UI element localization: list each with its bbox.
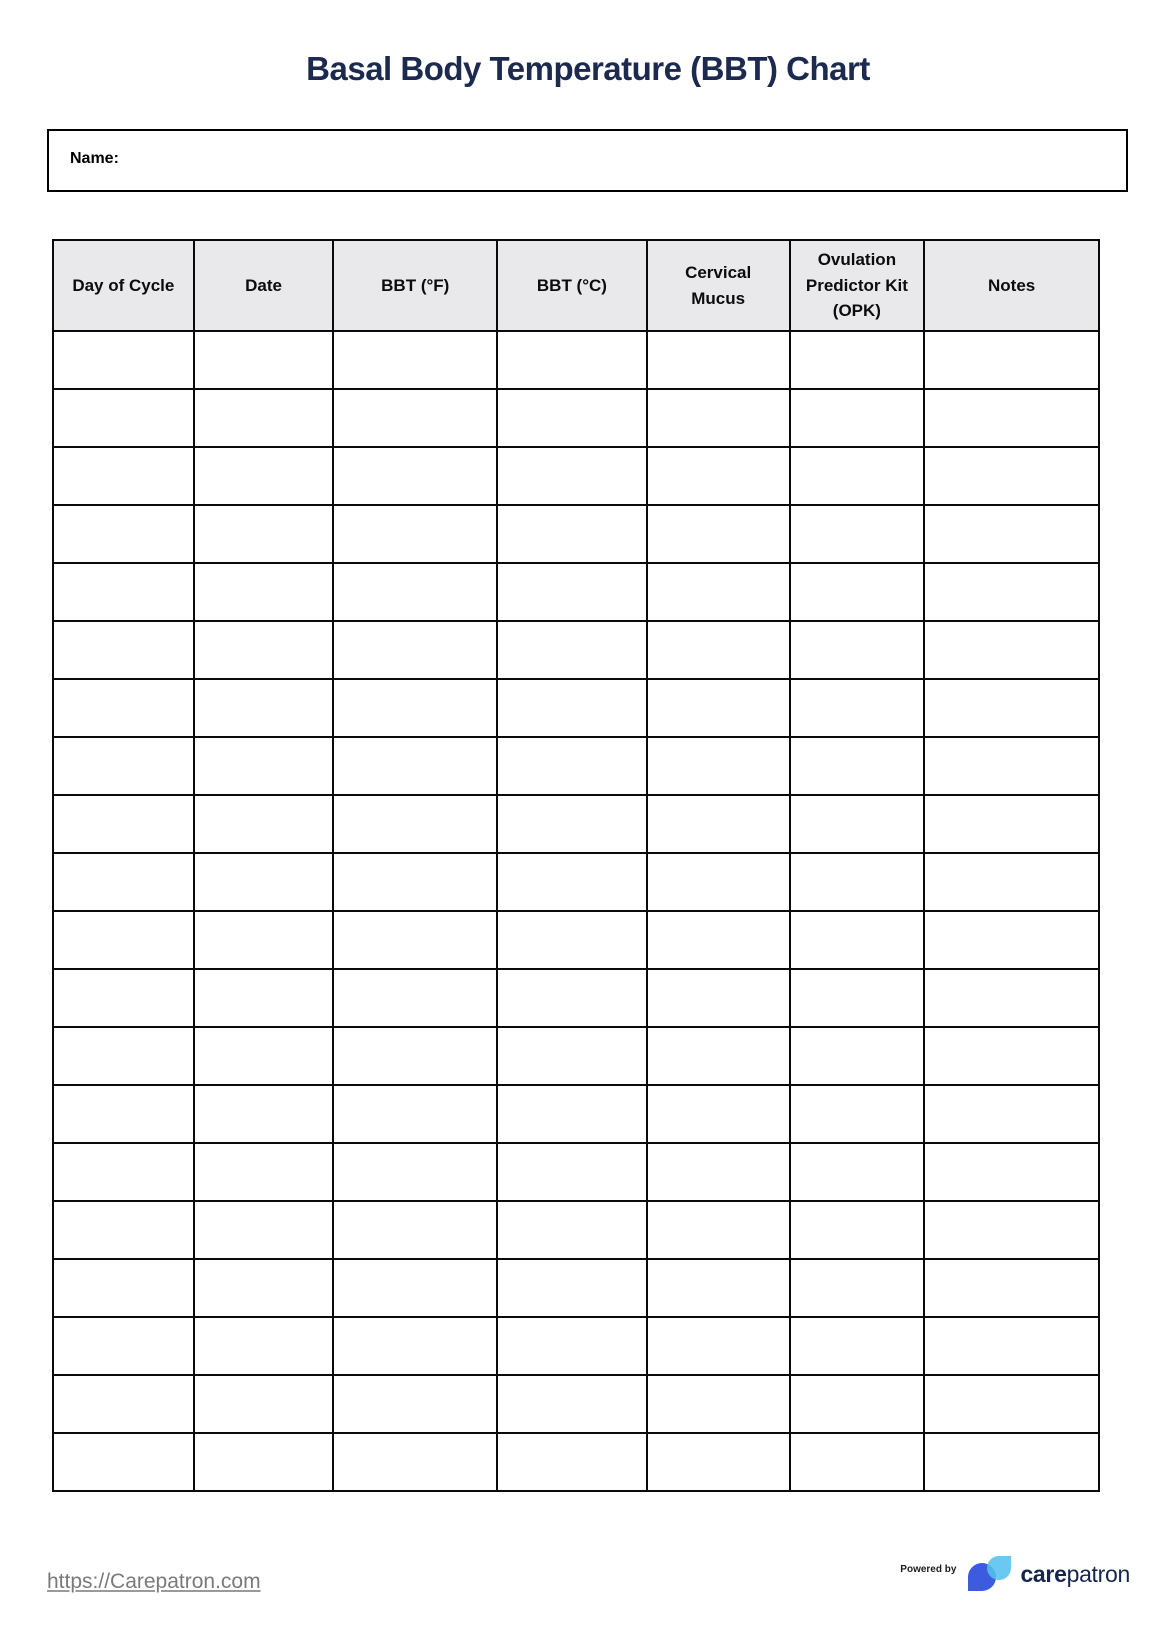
table-cell	[497, 1259, 647, 1317]
brand-wordmark-regular: patron	[1066, 1560, 1130, 1587]
table-cell	[790, 1259, 925, 1317]
table-cell	[333, 795, 497, 853]
table-cell	[924, 1201, 1099, 1259]
table-cell	[194, 1143, 334, 1201]
table-cell	[790, 505, 925, 563]
table-cell	[647, 1143, 790, 1201]
table-cell	[194, 1201, 334, 1259]
table-cell	[194, 563, 334, 621]
table-cell	[53, 1201, 194, 1259]
table-row	[53, 1027, 1099, 1085]
table-cell	[924, 1143, 1099, 1201]
table-cell	[647, 1085, 790, 1143]
table-cell	[53, 679, 194, 737]
table-cell	[53, 1027, 194, 1085]
column-header: Date	[194, 240, 334, 331]
table-cell	[924, 1085, 1099, 1143]
table-cell	[924, 1317, 1099, 1375]
table-cell	[924, 621, 1099, 679]
bbt-table	[52, 239, 1100, 1492]
footer	[47, 1556, 1130, 1594]
table-cell	[333, 1433, 497, 1491]
table-cell	[790, 795, 925, 853]
table-cell	[194, 389, 334, 447]
table-cell	[53, 563, 194, 621]
table-cell	[194, 1259, 334, 1317]
table-header-row	[53, 240, 1099, 331]
table-cell	[53, 621, 194, 679]
table-cell	[333, 969, 497, 1027]
table-cell	[333, 563, 497, 621]
table-header	[53, 240, 1099, 331]
table-cell	[924, 447, 1099, 505]
table-cell	[647, 563, 790, 621]
table-cell	[924, 1259, 1099, 1317]
table-cell	[497, 563, 647, 621]
table-cell	[194, 1433, 334, 1491]
table-cell	[194, 447, 334, 505]
table-row	[53, 795, 1099, 853]
table-cell	[194, 737, 334, 795]
table-cell	[924, 1027, 1099, 1085]
table-row	[53, 737, 1099, 795]
table-cell	[333, 911, 497, 969]
table-row	[53, 911, 1099, 969]
table-cell	[194, 1085, 334, 1143]
table-cell	[333, 1201, 497, 1259]
table-cell	[333, 505, 497, 563]
table-cell	[194, 795, 334, 853]
table-cell	[790, 331, 925, 389]
table-cell	[790, 621, 925, 679]
table-row	[53, 853, 1099, 911]
carepatron-logo-icon	[968, 1556, 1013, 1592]
table-row	[53, 1085, 1099, 1143]
table-cell	[790, 447, 925, 505]
table-row	[53, 1201, 1099, 1259]
table-cell	[53, 447, 194, 505]
table-cell	[790, 1027, 925, 1085]
table-cell	[647, 389, 790, 447]
table-cell	[497, 679, 647, 737]
column-header: BBT (°C)	[497, 240, 647, 331]
table-cell	[194, 679, 334, 737]
table-cell	[790, 563, 925, 621]
table-cell	[497, 1201, 647, 1259]
table-cell	[53, 969, 194, 1027]
table-cell	[53, 911, 194, 969]
table-cell	[194, 911, 334, 969]
table-cell	[333, 389, 497, 447]
table-cell	[790, 1433, 925, 1491]
table-cell	[924, 331, 1099, 389]
table-cell	[790, 911, 925, 969]
table-cell	[497, 389, 647, 447]
table-cell	[924, 389, 1099, 447]
table-cell	[194, 1027, 334, 1085]
table-cell	[790, 1085, 925, 1143]
table-cell	[333, 621, 497, 679]
table-row	[53, 1143, 1099, 1201]
table-cell	[194, 853, 334, 911]
table-cell	[790, 389, 925, 447]
table-cell	[790, 1201, 925, 1259]
table-cell	[647, 969, 790, 1027]
table-cell	[924, 679, 1099, 737]
table-cell	[924, 795, 1099, 853]
table-cell	[194, 621, 334, 679]
table-cell	[53, 1259, 194, 1317]
table-cell	[53, 853, 194, 911]
table-cell	[790, 737, 925, 795]
table-row	[53, 563, 1099, 621]
table-cell	[924, 563, 1099, 621]
table-cell	[924, 911, 1099, 969]
table-cell	[333, 1375, 497, 1433]
table-cell	[53, 331, 194, 389]
page-title: Basal Body Temperature (BBT) Chart	[306, 50, 870, 87]
table-cell	[497, 1375, 647, 1433]
table-cell	[647, 679, 790, 737]
table-cell	[53, 795, 194, 853]
table-cell	[647, 1259, 790, 1317]
table-cell	[790, 969, 925, 1027]
table-cell	[647, 1375, 790, 1433]
table-cell	[647, 853, 790, 911]
table-cell	[194, 505, 334, 563]
table-row	[53, 1433, 1099, 1491]
table-cell	[53, 1433, 194, 1491]
table-cell	[333, 1143, 497, 1201]
name-field-box	[47, 129, 1128, 192]
table-cell	[647, 447, 790, 505]
table-cell	[497, 1085, 647, 1143]
table-cell	[53, 1375, 194, 1433]
table-cell	[333, 679, 497, 737]
table-row	[53, 969, 1099, 1027]
table-cell	[497, 911, 647, 969]
table-cell	[53, 1143, 194, 1201]
table-cell	[647, 911, 790, 969]
table-cell	[924, 853, 1099, 911]
powered-by-block	[900, 1556, 1130, 1592]
table-cell	[497, 853, 647, 911]
column-header: Day of Cycle	[53, 240, 194, 331]
table-cell	[333, 447, 497, 505]
table-cell	[790, 853, 925, 911]
table-row	[53, 331, 1099, 389]
table-cell	[497, 1433, 647, 1491]
table-cell	[497, 1143, 647, 1201]
table-cell	[333, 737, 497, 795]
column-header: Notes	[924, 240, 1099, 331]
table-cell	[647, 1201, 790, 1259]
table-row	[53, 621, 1099, 679]
table-cell	[647, 1317, 790, 1375]
table-cell	[497, 795, 647, 853]
column-header: BBT (°F)	[333, 240, 497, 331]
table-cell	[497, 331, 647, 389]
table-cell	[333, 853, 497, 911]
carepatron-link[interactable]: https://Carepatron.com	[47, 1570, 261, 1593]
table-cell	[790, 1375, 925, 1433]
table-cell	[53, 737, 194, 795]
brand-wordmark	[1020, 1561, 1130, 1588]
table-cell	[194, 1317, 334, 1375]
table-cell	[333, 1085, 497, 1143]
table-cell	[924, 1375, 1099, 1433]
table-cell	[647, 737, 790, 795]
brand-wordmark-bold: care	[1020, 1560, 1067, 1587]
table-cell	[924, 1433, 1099, 1491]
table-body	[53, 331, 1099, 1491]
table-cell	[497, 621, 647, 679]
column-header: Cervical Mucus	[647, 240, 790, 331]
powered-by-label: Powered by	[900, 1563, 957, 1575]
table-cell	[333, 1317, 497, 1375]
table-cell	[924, 505, 1099, 563]
table-cell	[924, 969, 1099, 1027]
table-cell	[497, 737, 647, 795]
table-row	[53, 679, 1099, 737]
table-cell	[53, 389, 194, 447]
logo-bubble-light-icon	[987, 1556, 1011, 1580]
table-cell	[333, 1259, 497, 1317]
table-cell	[647, 795, 790, 853]
table-row	[53, 1317, 1099, 1375]
table-cell	[790, 679, 925, 737]
column-header: Ovulation Predictor Kit (OPK)	[790, 240, 925, 331]
table-cell	[333, 1027, 497, 1085]
table-cell	[53, 1317, 194, 1375]
table-cell	[497, 1027, 647, 1085]
table-cell	[790, 1143, 925, 1201]
table-cell	[194, 969, 334, 1027]
table-row	[53, 1375, 1099, 1433]
table-cell	[53, 1085, 194, 1143]
table-row	[53, 389, 1099, 447]
table-cell	[647, 621, 790, 679]
table-row	[53, 447, 1099, 505]
table-cell	[53, 505, 194, 563]
table-cell	[790, 1317, 925, 1375]
table-cell	[194, 331, 334, 389]
name-field-label: Name:	[70, 149, 119, 167]
table-cell	[497, 505, 647, 563]
table-cell	[647, 505, 790, 563]
table-row	[53, 1259, 1099, 1317]
table-cell	[497, 969, 647, 1027]
table-cell	[497, 447, 647, 505]
table-cell	[647, 1027, 790, 1085]
table-cell	[333, 331, 497, 389]
table-cell	[647, 331, 790, 389]
table-row	[53, 505, 1099, 563]
table-cell	[194, 1375, 334, 1433]
table-cell	[924, 737, 1099, 795]
table-cell	[647, 1433, 790, 1491]
table-cell	[497, 1317, 647, 1375]
